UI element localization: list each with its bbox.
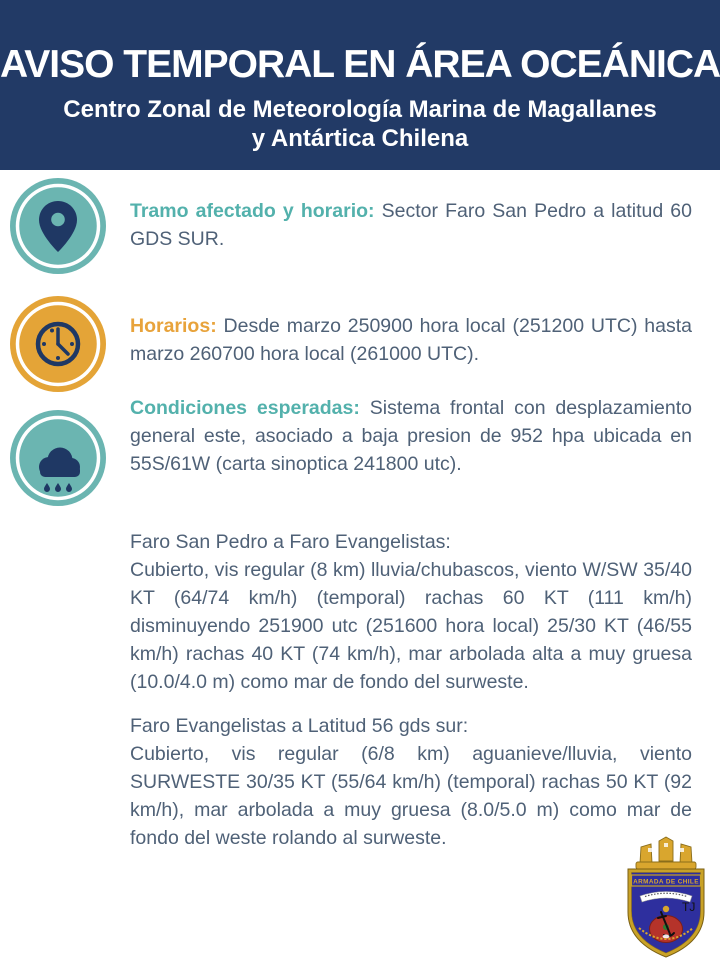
section-horarios-label: Horarios:	[130, 315, 217, 337]
section-condiciones	[130, 394, 692, 478]
subtitle-line-2: y Antártica Chilena	[251, 125, 469, 152]
rain-cloud-icon	[10, 410, 106, 506]
section-tramo-body: Sector Faro San Pedro a latitud 60 GDS SUR.	[130, 200, 692, 250]
section-horarios-body: Desde marzo 250900 hora local (251200 UTC) hasta marzo 260700 hora local (261000 UTC).	[130, 315, 692, 365]
page-subtitle	[0, 95, 720, 153]
emblem-band-text: ARMADA DE CHILE	[633, 878, 699, 886]
subtitle-line-1: Centro Zonal de Meteorología Marina de Magallanes	[63, 96, 657, 123]
section-condiciones-body: Sistema frontal con desplazamiento general este, asociado a baja presion de 952 hpa ubicada en 55S/61W (carta sinoptica 241800 utc).	[130, 397, 692, 475]
forecast-1-heading: Faro San Pedro a Faro Evangelistas:	[130, 531, 451, 553]
forecast-2-body: Cubierto, vis regular (6/8 km) aguanieve/lluvia, viento SURWESTE 30/35 KT (55/64 km/h) (temporal) rachas 50 KT (92 km/h), mar arbolada a muy gruesa (8.0/5.0 m) como mar de fondo del weste rolando al surweste.	[130, 743, 692, 849]
page-title: AVISO TEMPORAL EN ÁREA OCEÁNICA	[0, 43, 720, 86]
section-condiciones-label: Condiciones esperadas:	[130, 397, 360, 419]
header-banner	[0, 0, 720, 170]
section-tramo	[130, 197, 692, 253]
forecast-2-heading: Faro Evangelistas a Latitud 56 gds sur:	[130, 715, 469, 737]
emblem-signature: TJ	[682, 900, 696, 914]
forecast-1-body: Cubierto, vis regular (8 km) lluvia/chubascos, viento W/SW 35/40 KT (64/74 km/h) (temporal) rachas 60 KT (111 km/h) disminuyendo 251900 utc (251600 hora local) 25/30 KT (46/55 km/h) rachas 40 KT (74 km/h), mar arbolada alta a muy gruesa (10.0/4.0 m) como mar de fondo del surweste.	[130, 559, 692, 693]
forecast-paragraphs	[130, 528, 692, 852]
armada-de-chile-crest	[618, 836, 714, 958]
section-horarios	[130, 312, 692, 368]
clock-icon	[10, 296, 106, 392]
location-pin-icon	[10, 178, 106, 274]
section-tramo-label: Tramo afectado y horario:	[130, 200, 375, 222]
